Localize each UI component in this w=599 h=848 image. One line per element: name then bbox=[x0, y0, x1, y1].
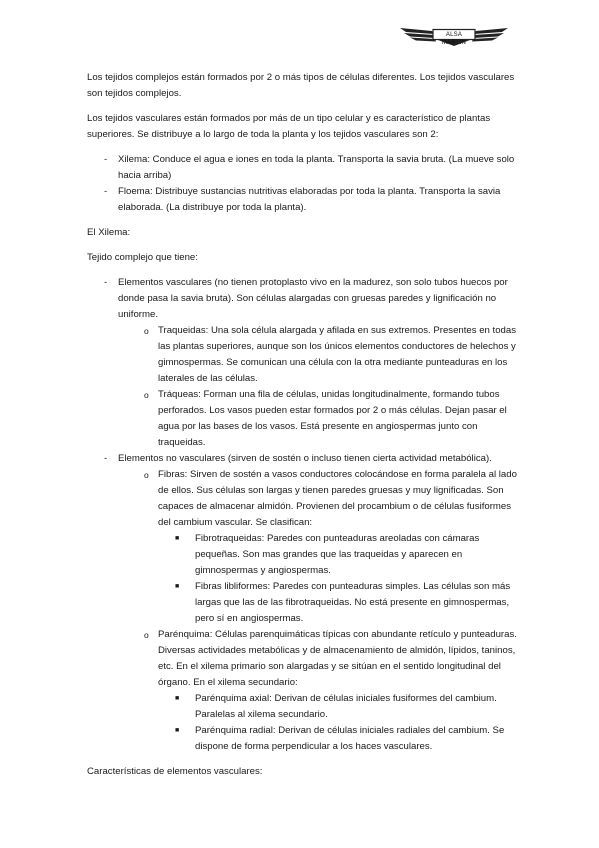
list-item-elementos-vasculares bbox=[87, 275, 517, 323]
list-item-text: Parénquima axial: Derivan de células iniciales fusiformes del cambium. Paralelas al xilema secundario. bbox=[195, 693, 497, 720]
list-item-text: Tráqueas: Forman una fila de células, unidas longitudinalmente, formando tubos perforados. Los vasos pueden estar formados por 2 o más células. Dejan pasar el agua por las bases de los vasos. Está presente en angiospermas junto con traqueidas. bbox=[158, 389, 507, 448]
square-marker: ■ bbox=[175, 583, 180, 590]
list-item-text: Parénquima radial: Derivan de células iniciales radiales del cambium. Se dispone de forma perpendicular a los haces vasculares. bbox=[195, 725, 505, 752]
list-item-parenquima-radial bbox=[87, 723, 517, 755]
brand-logo bbox=[398, 22, 510, 48]
list-item-text: Traqueidas: Una sola célula alargada y afilada en sus extremos. Presentes en todas las plantas superiores, aunque son los únicos elementos conductores de helechos y gimnospermas. Se comunican una célula con la otra mediante punteaduras en los laterales de las células. bbox=[158, 325, 517, 384]
circle-marker: o bbox=[144, 470, 149, 480]
logo-text: ALSA MARTIN bbox=[441, 31, 467, 46]
dash-marker: - bbox=[104, 186, 108, 197]
list-item-text: Fibrotraqueidas: Paredes con punteaduras areoladas con cámaras pequeñas. Son mas grandes que las traqueidas y aparecen en gimnospermas y angiospermas. bbox=[195, 533, 480, 576]
section-heading-caracteristicas: Características de elementos vasculares: bbox=[87, 766, 263, 777]
document-body bbox=[87, 70, 517, 789]
circle-marker: o bbox=[144, 326, 149, 336]
list-item-elementos-no-vasculares bbox=[87, 451, 517, 467]
circle-marker: o bbox=[144, 390, 149, 400]
list-item-xilema bbox=[87, 152, 517, 184]
list-item-text: Parénquima: Células parenquimáticas típicas con abundante retículo y punteaduras. Diversas actividades metabólicas y de almacenamiento de almidón, lípidos, taninos, etc. En el xilema primario son alargadas y se sitúan en el sentido longitudinal del órgano. En el xilema secundario: bbox=[158, 629, 517, 688]
list-item-text: Xilema: Conduce el agua e iones en toda la planta. Transporta la savia bruta. (La mueve solo hacia arriba) bbox=[118, 154, 515, 181]
list-item-fibrotraqueidas bbox=[87, 531, 517, 579]
paragraph-intro: Los tejidos complejos están formados por 2 o más tipos de células diferentes. Los tejidos vasculares son tejidos complejos. bbox=[87, 72, 515, 99]
list-item-text: Elementos no vasculares (sirven de sostén o incluso tienen cierta actividad metabólica). bbox=[118, 453, 492, 464]
square-marker: ■ bbox=[175, 535, 180, 542]
square-marker: ■ bbox=[175, 727, 180, 734]
list-item-floema bbox=[87, 184, 517, 216]
dash-marker: - bbox=[104, 453, 108, 464]
section-heading-xilema: El Xilema: bbox=[87, 227, 131, 238]
paragraph-tejido-complejo: Tejido complejo que tiene: bbox=[87, 252, 198, 263]
list-item-text: Elementos vasculares (no tienen protoplasto vivo en la madurez, son solo tubos huecos por donde pasa la savia bruta). Son células alargadas con gruesas paredes y lignificación no uniforme. bbox=[118, 277, 508, 320]
list-item-text: Fibras: Sirven de sostén a vasos conductores colocándose en forma paralela al lado de ellos. Sus células son largas y tienen paredes gruesas y muy lignificadas. Son capaces de almacenar almidón. Provienen del procambium o de células fusiformes del cambium vascular. Se clasifican: bbox=[158, 469, 517, 528]
list-item-traqueidas bbox=[87, 323, 517, 387]
square-marker: ■ bbox=[175, 695, 180, 702]
dash-marker: - bbox=[104, 277, 108, 288]
list-item-text: Floema: Distribuye sustancias nutritivas elaboradas por toda la planta. Transporta la savia elaborada. (La distribuye por toda la planta). bbox=[118, 186, 501, 213]
list-item-traqueas bbox=[87, 387, 517, 451]
list-item-text: Fibras libliformes: Paredes con punteaduras simples. Las células son más largas que las de las fibrotraqueidas. No está presente en gimnospermas, pero sí en angiospermas. bbox=[195, 581, 511, 624]
list-item-parenquima-axial bbox=[87, 691, 517, 723]
paragraph-vasculares: Los tejidos vasculares están formados por más de un tipo celular y es característico de plantas superiores. Se distribuye a lo largo de toda la planta y los tejidos vasculares son 2: bbox=[87, 113, 491, 140]
dash-marker: - bbox=[104, 154, 108, 165]
list-item-fibras-libriformes bbox=[87, 579, 517, 627]
circle-marker: o bbox=[144, 630, 149, 640]
list-item-fibras bbox=[87, 467, 517, 531]
list-item-parenquima bbox=[87, 627, 517, 691]
